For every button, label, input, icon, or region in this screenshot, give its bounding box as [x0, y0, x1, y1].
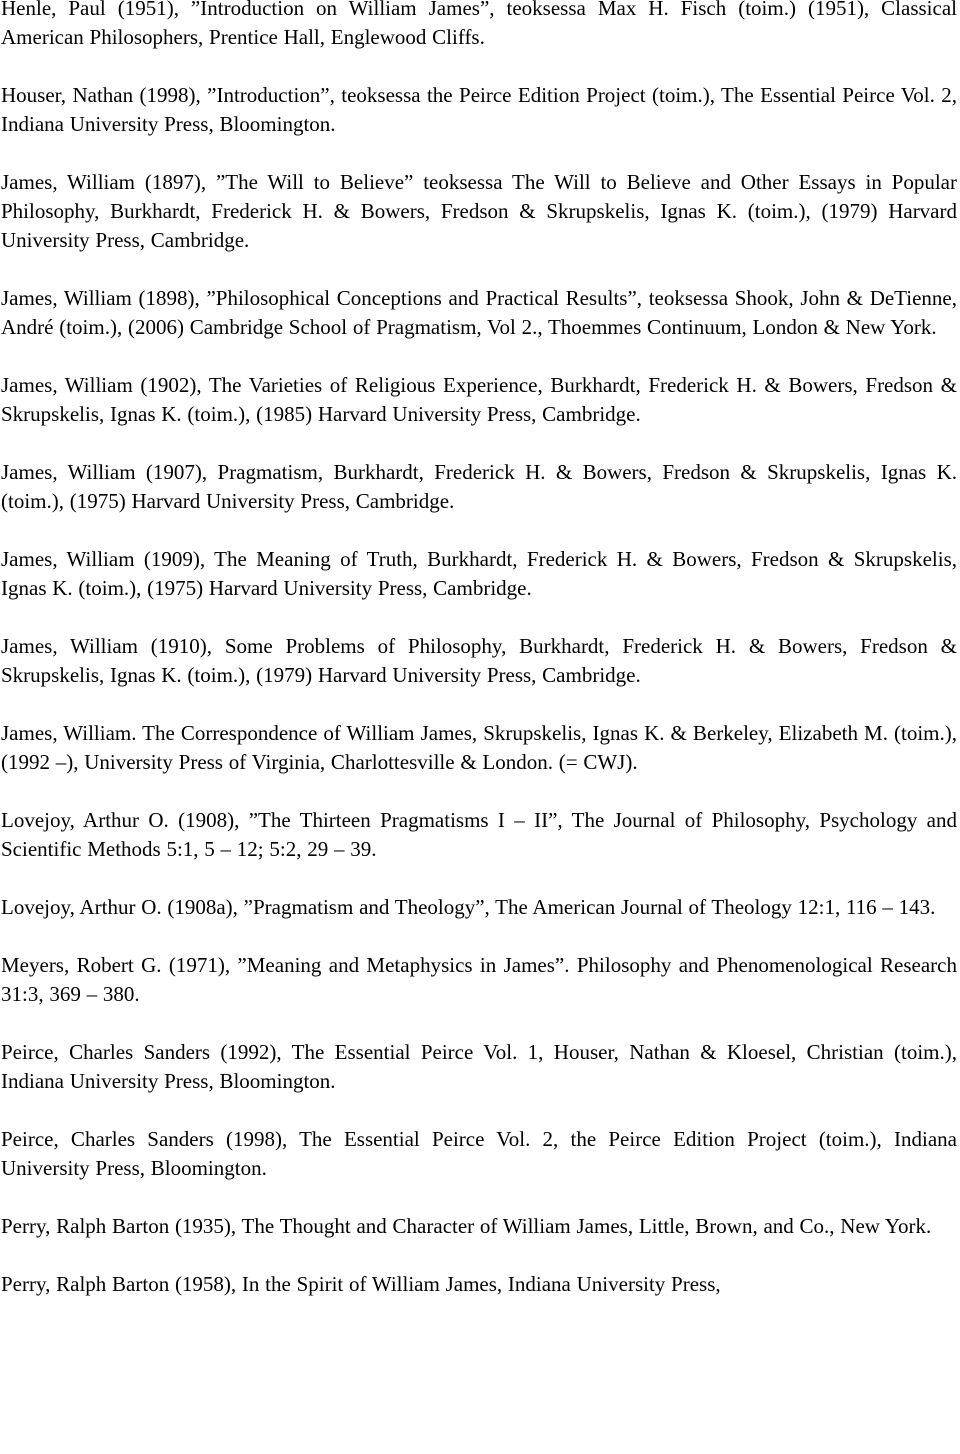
reference-entry: Peirce, Charles Sanders (1998), The Essential Peirce Vol. 2, the Peirce Edition Project (toim.), Indiana University Press, Bloomington.: [1, 1127, 957, 1180]
reference-entry: Houser, Nathan (1998), ”Introduction”, teoksessa the Peirce Edition Project (toim.), The Essential Peirce Vol. 2, Indiana University Press, Bloomington.: [1, 83, 957, 136]
reference-entry: James, William (1902), The Varieties of Religious Experience, Burkhardt, Frederick H. & Bowers, Fredson & Skrupskelis, Ignas K. (toim.), (1985) Harvard University Press, Cambridge.: [1, 373, 957, 426]
reference-entry: James, William (1907), Pragmatism, Burkhardt, Frederick H. & Bowers, Fredson & Skrupskelis, Ignas K. (toim.), (1975) Harvard University Press, Cambridge.: [1, 460, 957, 513]
reference-entry: Meyers, Robert G. (1971), ”Meaning and Metaphysics in James”. Philosophy and Phenomenological Research 31:3, 369 – 380.: [1, 953, 957, 1006]
reference-list: [1, 0, 957, 1328]
reference-entry: Perry, Ralph Barton (1935), The Thought and Character of William James, Little, Brown, and Co., New York.: [1, 1214, 932, 1238]
reference-entry: Henle, Paul (1951), ”Introduction on William James”, teoksessa Max H. Fisch (toim.) (1951), Classical American Philosophers, Prentice Hall, Englewood Cliffs.: [1, 0, 957, 49]
reference-entry: James, William (1897), ”The Will to Believe” teoksessa The Will to Believe and Other Essays in Popular Philosophy, Burkhardt, Frederick H. & Bowers, Fredson & Skrupskelis, Ignas K. (toim.), (1979) Harvard University Press, Cambridge.: [1, 170, 957, 252]
reference-entry: Lovejoy, Arthur O. (1908), ”The Thirteen Pragmatisms I – II”, The Journal of Philosophy, Psychology and Scientific Methods 5:1, 5 – 12; 5:2, 29 – 39.: [1, 808, 957, 861]
reference-entry: James, William. The Correspondence of William James, Skrupskelis, Ignas K. & Berkeley, Elizabeth M. (toim.), (1992 –), University Press of Virginia, Charlottesville & London. (= CWJ).: [1, 721, 957, 774]
reference-entry: Lovejoy, Arthur O. (1908a), ”Pragmatism and Theology”, The American Journal of Theology 12:1, 116 – 143.: [1, 895, 936, 919]
reference-entry: James, William (1910), Some Problems of Philosophy, Burkhardt, Frederick H. & Bowers, Fredson & Skrupskelis, Ignas K. (toim.), (1979) Harvard University Press, Cambridge.: [1, 634, 957, 687]
reference-entry: James, William (1909), The Meaning of Truth, Burkhardt, Frederick H. & Bowers, Fredson & Skrupskelis, Ignas K. (toim.), (1975) Harvard University Press, Cambridge.: [1, 547, 957, 600]
reference-entry: Peirce, Charles Sanders (1992), The Essential Peirce Vol. 1, Houser, Nathan & Kloesel, Christian (toim.), Indiana University Press, Bloomington.: [1, 1040, 957, 1093]
reference-entry: Perry, Ralph Barton (1958), In the Spirit of William James, Indiana University Press,: [1, 1272, 721, 1296]
reference-entry: James, William (1898), ”Philosophical Conceptions and Practical Results”, teoksessa Shook, John & DeTienne, André (toim.), (2006) Cambridge School of Pragmatism, Vol 2., Thoemmes Continuum, London & New York.: [1, 286, 957, 339]
